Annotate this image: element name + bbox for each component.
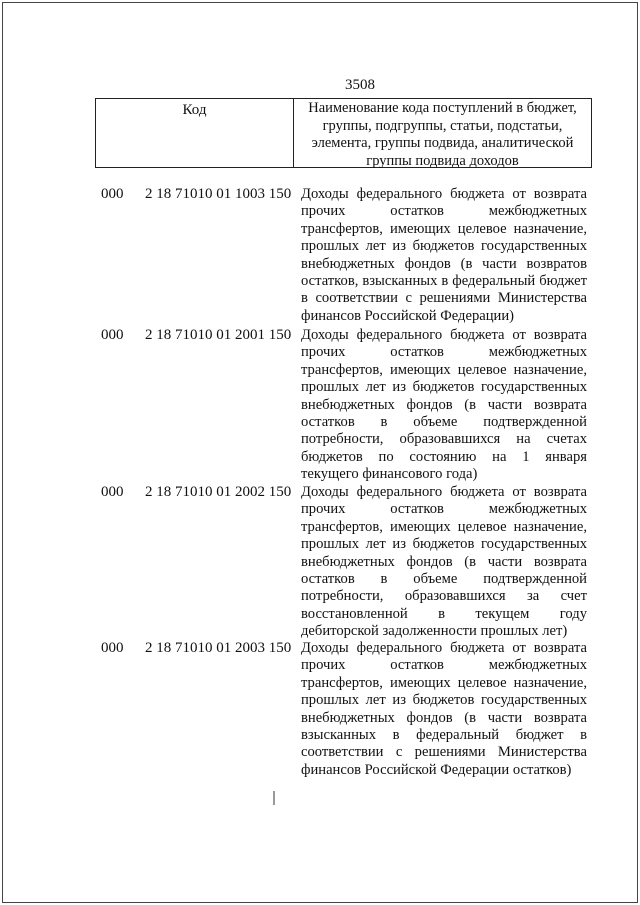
code-description: Доходы федерального бюджета от возврата прочих остатков межбюджетных трансфертов, имеющих целевое назначение, прошлых лет из бюджетов государственных внебюджетных фондов (в части возврата взысканных в федеральный бюджет в соответствии с решениями Министерства финансов Российской Федерации остатков) <box>301 640 587 778</box>
scan-artifact <box>273 791 275 805</box>
code-description: Доходы федерального бюджета от возврата прочих остатков межбюджетных трансфертов, имеющих целевое назначение, прошлых лет из бюджетов государственных внебюджетных фондов (в части возвратов остатков, взысканных в федеральный бюджет в соответствии с решениями Министерства финансов Российской Федерации) <box>301 186 587 324</box>
header-code-cell: Код <box>96 99 294 167</box>
budget-code: 2 18 71010 01 2003 150 <box>145 640 292 656</box>
page-number: 3508 <box>345 77 375 93</box>
code-description: Доходы федерального бюджета от возврата прочих остатков межбюджетных трансфертов, имеющих целевое назначение, прошлых лет из бюджетов государственных внебюджетных фондов (в части возврата остатков в объеме подтвержденной потребности, образовавшихся за счет восстановленной в текущем году дебиторской задолженности прошлых лет) <box>301 484 587 640</box>
code-description: Доходы федерального бюджета от возврата прочих остатков межбюджетных трансфертов, имеющих целевое назначение, прошлых лет из бюджетов государственных внебюджетных фондов (в части возврата остатков в объеме подтвержденной потребности, образовавшихся на счетах бюджетов по состоянию на 1 января текущего финансового года) <box>301 327 587 483</box>
budget-code: 2 18 71010 01 2002 150 <box>145 484 292 500</box>
admin-code: 000 <box>101 186 124 202</box>
header-name-cell: Наименование кода поступлений в бюджет, группы, подгруппы, статьи, подстатьи, элемента, группы подвида, аналитической группы подвида доходов <box>308 100 577 169</box>
admin-code: 000 <box>101 640 124 656</box>
admin-code: 000 <box>101 327 124 343</box>
budget-code: 2 18 71010 01 1003 150 <box>145 186 292 202</box>
budget-code: 2 18 71010 01 2001 150 <box>145 327 292 343</box>
admin-code: 000 <box>101 484 124 500</box>
table-header <box>95 98 592 168</box>
